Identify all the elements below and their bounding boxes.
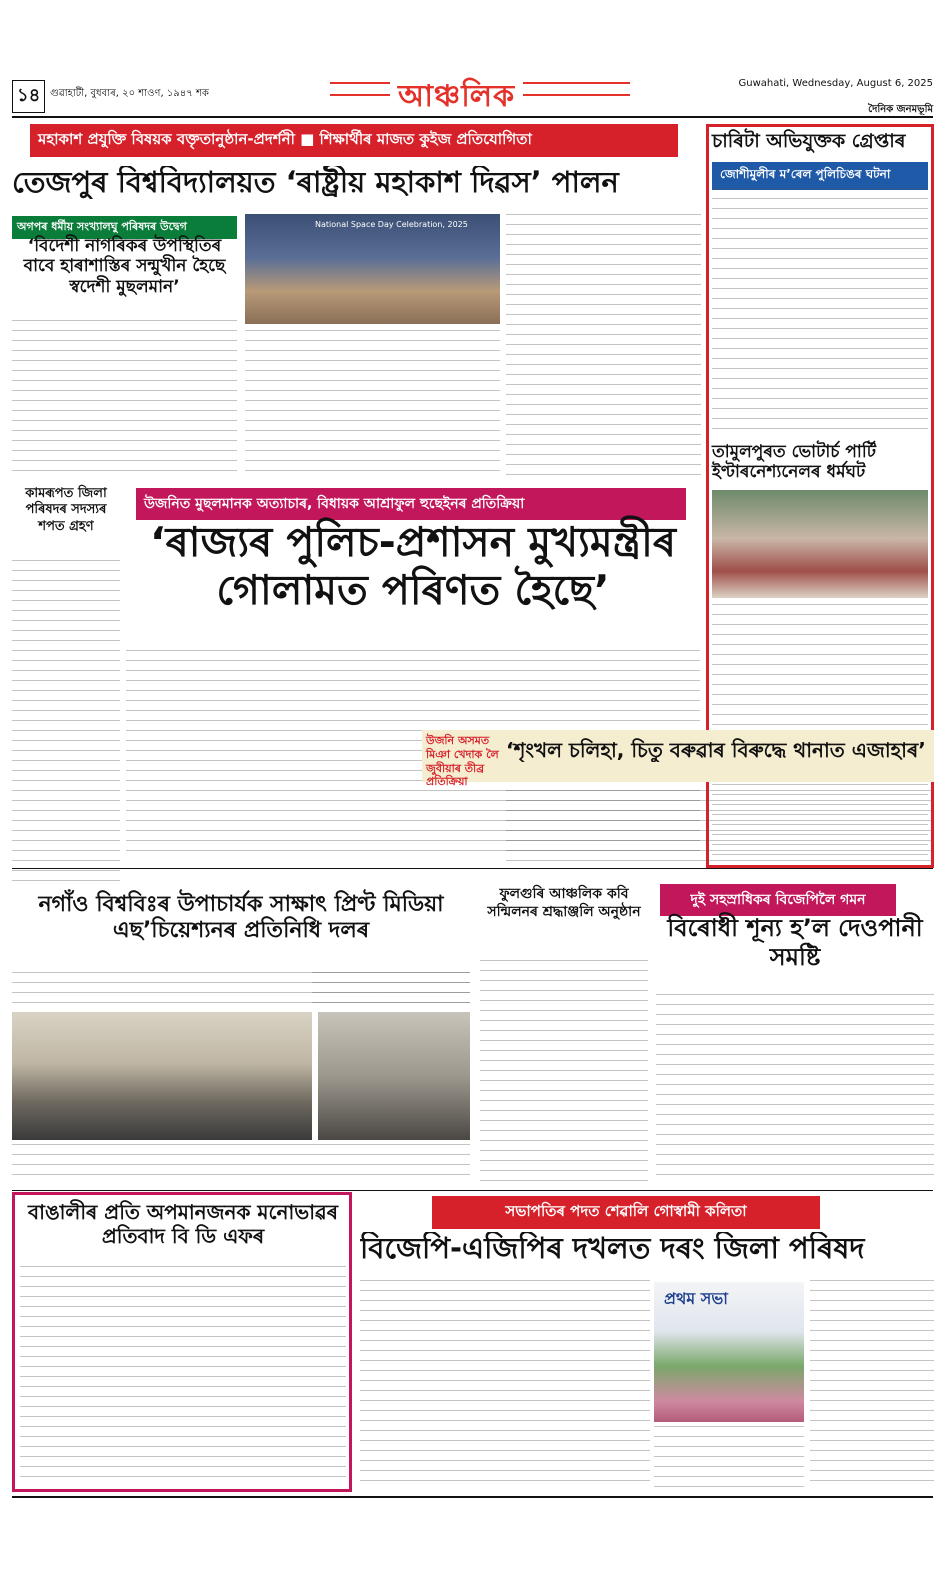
story6-banner: উজনিত মুছলমানক অত্যাচাৰ, বিধায়ক আশ্ৰাফুল হুছেইনৰ প্ৰতিক্ৰিয়া	[136, 488, 686, 520]
story8-body-2	[312, 972, 470, 1008]
dateline-left: গুৱাহাটী, বুধবাৰ, ২০ শাওণ, ১৯৪৭ শক	[50, 88, 209, 99]
story8-caption	[12, 1144, 470, 1184]
story7-side: উজনি অসমত মিঞা খেদাক লৈ জুবীয়াৰ তীব্ৰ প্ৰতিক্ৰিয়া	[426, 734, 499, 789]
story12-caption	[654, 1426, 804, 1488]
story12-body	[360, 1280, 650, 1488]
story7-headline: ‘শৃংখল চলিহা, চিতু বৰুৱাৰ বিৰুদ্ধে থানাত এজাহাৰ’	[506, 738, 926, 762]
story3-headline: কামৰূপত জিলা পৰিষদৰ সদস্যৰ শপত গ্ৰহণ	[25, 486, 107, 534]
story12-photo-banner: প্ৰথম সভা	[664, 1289, 728, 1308]
story2-headline: ‘বিদেশী নাগৰিকৰ উপস্থিতিৰ বাবে হাৰাশাস্তিৰ সন্মুখীন হৈছে স্বদেশী মুছলমান’	[23, 236, 226, 297]
story12-banner: সভাপতিৰ পদত শেৱালি গোস্বামী কলিতা	[432, 1196, 820, 1229]
story4-headline: চাৰিটা অভিযুক্তক গ্ৰেপ্তাৰ	[712, 130, 906, 152]
story8-headline: নগাঁও বিশ্ববিঃৰ উপাচাৰ্যক সাক্ষাৎ প্ৰিণ্ট মিডিয়া এছ’চিয়েশ্যনৰ প্ৰতিনিধি দলৰ	[38, 892, 444, 944]
story9-headline: ফুলগুৰি আঞ্চলিক কবি সন্মিলনৰ শ্ৰদ্ধাঞ্জলি অনুষ্ঠান	[487, 886, 641, 920]
mid-rule	[12, 868, 933, 869]
story2-kicker: অগপৰ ধৰ্মীয় সংখ্যালঘু পৰিষদৰ উদ্বেগ	[12, 216, 237, 239]
story1-body	[245, 330, 500, 480]
story4-body	[712, 188, 928, 438]
story5-headline: তামুলপুৰত ভোটাৰ্চ পাৰ্টি ইণ্টাৰনেশ্যনেলৰ ধৰ্মঘট	[712, 442, 876, 483]
story10-headline: বিৰোধী শূন্য হ’ল দেওপানী সমষ্টি	[667, 914, 923, 971]
story1-photo-banner: National Space Day Celebration, 2025	[315, 220, 468, 229]
story10-banner: দুই সহস্ৰাধিকৰ বিজেপিলৈ গমন	[660, 884, 896, 916]
paper-name: দৈনিক জনমভূমি	[868, 104, 933, 115]
story8-photo-2	[318, 1012, 470, 1140]
dateline-right: Guwahati, Wednesday, August 6, 2025	[738, 78, 933, 89]
story9-body	[480, 960, 648, 1184]
section-title: আঞ্চলিক	[390, 72, 523, 123]
story4-subhead: জোশীমুলীৰ ম’ৰেল পুলিচিঙৰ ঘটনা	[712, 162, 928, 190]
story1-banner: মহাকাশ প্ৰযুক্তি বিষয়ক বক্তৃতানুষ্ঠান-প্ৰদৰ্শনী ■ শিক্ষাৰ্থীৰ মাজত কুইজ প্ৰতিযোগিতা	[30, 124, 678, 157]
story7-body	[506, 790, 932, 862]
page-number: ১৪	[12, 80, 45, 113]
story12-photo	[654, 1282, 804, 1422]
story11-body	[20, 1266, 346, 1486]
story2-body	[12, 320, 237, 480]
story1-photo	[245, 214, 500, 324]
story3-body	[12, 560, 120, 890]
header-rule	[12, 116, 933, 118]
lower-rule	[12, 1190, 933, 1191]
footer-rule	[12, 1496, 933, 1498]
story11-headline: বাঙালীৰ প্ৰতি অপমানজনক মনোভাৱৰ প্ৰতিবাদ বি ডি এফৰ	[28, 1200, 338, 1248]
story1-headline: তেজপুৰ বিশ্ববিদ্যালয়ত ‘ৰাষ্ট্ৰীয় মহাকাশ দিৱস’ পালন	[12, 166, 619, 199]
story12-headline: বিজেপি-এজিপিৰ দখলত দৰং জিলা পৰিষদ	[360, 1232, 865, 1265]
story6-headline: ‘ৰাজ্যৰ পুলিচ-প্ৰশাসন মুখ্যমন্ত্ৰীৰ গোলামত পৰিণত হৈছে’	[150, 518, 676, 615]
story10-body	[656, 994, 934, 1184]
story8-photo-1	[12, 1012, 312, 1140]
story1-body-2	[506, 214, 701, 480]
story5-photo	[712, 490, 928, 598]
story12-body-2	[810, 1280, 934, 1488]
